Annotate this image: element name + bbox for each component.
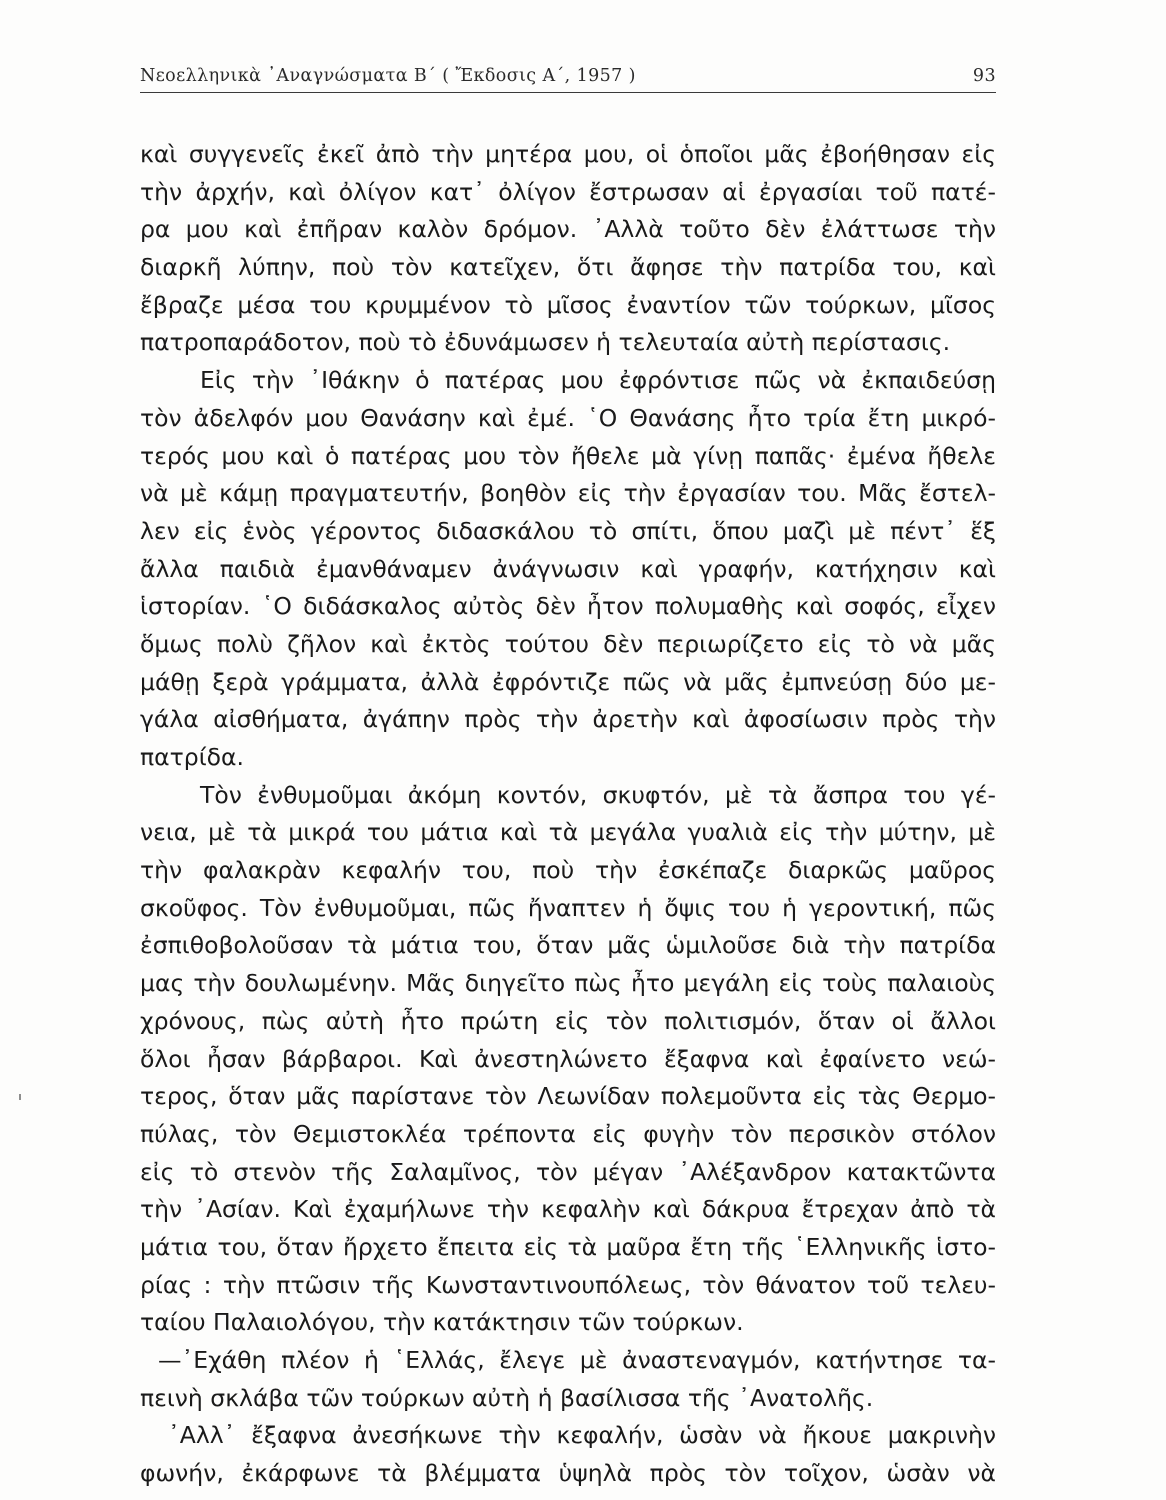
text-line: μάθῃ ξερὰ γράμματα, ἀλλὰ ἐφρόντιζε πῶς νὰ μᾶς ἐμπνεύσῃ δύο με-	[140, 667, 996, 696]
text-line: ταίου Παλαιολόγου, τὴν κατάκτησιν τῶν τούρκων.	[140, 1308, 744, 1337]
text-line: πατρίδα.	[140, 743, 244, 771]
text-line: μάτια του, ὅταν ἤρχετο ἔπειτα εἰς τὰ μαῦρα ἔτη τῆς ῾Ελληνικῆς ἱστο-	[140, 1232, 996, 1261]
text-line: φωνήν, ἐκάρφωνε τὰ βλέμματα ὑψηλὰ πρὸς τὸν τοῖχον, ὡσὰν νὰ	[140, 1459, 996, 1488]
paragraph-first-line: Εἰς τὴν ᾿Ιθάκην ὁ πατέρας μου ἐφρόντισε πῶς νὰ ἐκπαιδεύσῃ	[200, 366, 996, 395]
text-line: ἐσπιθοβολοῦσαν τὰ μάτια του, ὅταν μᾶς ὡμιλοῦσε διὰ τὴν πατρίδα	[140, 931, 996, 960]
text-line: τὴν ᾿Ασίαν. Καὶ ἐχαμήλωνε τὴν κεφαλὴν καὶ δάκρυα ἔτρεχαν ἀπὸ τὰ	[140, 1195, 996, 1224]
text-line: εἰς τὸ στενὸν τῆς Σαλαμῖνος, τὸν μέγαν ᾿Αλέξανδρον κατακτῶντα	[140, 1157, 996, 1186]
text-line: λεν εἰς ἑνὸς γέροντος διδασκάλου τὸ σπίτι, ὅπου μαζὶ μὲ πέντ᾿ ἕξ	[140, 516, 996, 545]
text-line: πύλας, τὸν Θεμιστοκλέα τρέποντα εἰς φυγὴν τὸν περσικὸν στόλον	[140, 1119, 996, 1148]
paragraph-first-line: Τὸν ἐνθυμοῦμαι ἀκόμη κοντόν, σκυφτόν, μὲ τὰ ἄσπρα του γέ-	[200, 780, 996, 809]
page-number: 93	[972, 66, 996, 86]
scan-mark	[19, 1094, 21, 1100]
text-line: τερος, ὅταν μᾶς παρίστανε τὸν Λεωνίδαν πολεμοῦντα εἰς τὰς Θερμο-	[140, 1082, 996, 1111]
text-line: τὸν ἀδελφόν μου Θανάσην καὶ ἐμέ. ῾Ο Θανάσης ἦτο τρία ἔτη μικρό-	[140, 403, 996, 432]
body-text	[140, 136, 996, 1493]
dialogue-line: —᾿Εχάθη πλέον ἡ ῾Ελλάς, ἔλεγε μὲ ἀναστεναγμόν, κατήντησε τα-	[158, 1346, 996, 1374]
text-line: νεια, μὲ τὰ μικρά του μάτια καὶ τὰ μεγάλα γυαλιὰ εἰς τὴν μύτην, μὲ	[140, 818, 996, 847]
text-line: ρα μου καὶ ἐπῆραν καλὸν δρόμον. ᾿Αλλὰ τοῦτο δὲν ἐλάττωσε τὴν	[140, 215, 996, 244]
paragraph-first-line: ᾿Αλλ᾿ ἔξαφνα ἀνεσήκωνε τὴν κεφαλήν, ὡσὰν νὰ ἤκουε μακρινὴν	[168, 1421, 996, 1450]
text-line: ἔβραζε μέσα του κρυμμένον τὸ μῖσος ἐναντίον τῶν τούρκων, μῖσος	[140, 290, 996, 319]
text-line: ὅμως πολὺ ζῆλον καὶ ἐκτὸς τούτου δὲν περιωρίζετο εἰς τὸ νὰ μᾶς	[140, 629, 996, 658]
book-title: Νεοελληνικὰ ᾿Αναγνώσματα Β΄ ( Ἔκδοσις Α΄, 1957 )	[140, 66, 636, 86]
running-head	[140, 58, 996, 93]
text-line: σκοῦφος. Τὸν ἐνθυμοῦμαι, πῶς ἤναπτεν ἡ ὄψις του ἡ γεροντική, πῶς	[140, 893, 996, 922]
text-line: διαρκῆ λύπην, ποὺ τὸν κατεῖχεν, ὅτι ἄφησε τὴν πατρίδα του, καὶ	[140, 253, 996, 282]
text-line: ἄλλα παιδιὰ ἐμανθάναμεν ἀνάγνωσιν καὶ γραφήν, κατήχησιν καὶ	[140, 554, 996, 583]
text-line: τερός μου καὶ ὁ πατέρας μου τὸν ἤθελε μὰ γίνῃ παπᾶς· ἐμένα ἤθελε	[140, 441, 996, 470]
text-line: καὶ συγγενεῖς ἐκεῖ ἀπὸ τὴν μητέρα μου, οἱ ὁποῖοι μᾶς ἐβοήθησαν εἰς	[140, 140, 996, 168]
text-line: νὰ μὲ κάμῃ πραγματευτήν, βοηθὸν εἰς τὴν ἐργασίαν του. Μᾶς ἔστελ-	[140, 479, 996, 508]
text-line: χρόνους, πὼς αὐτὴ ἦτο πρώτη εἰς τὸν πολιτισμόν, ὅταν οἱ ἄλλοι	[140, 1006, 996, 1035]
text-line: ἱστορίαν. ῾Ο διδάσκαλος αὐτὸς δὲν ἦτον πολυμαθὴς καὶ σοφός, εἶχεν	[140, 592, 996, 621]
text-line: πατροπαράδοτον, ποὺ τὸ ἐδυνάμωσεν ἡ τελευταία αὐτὴ περίστασις.	[140, 328, 951, 357]
text-line: ὅλοι ἦσαν βάρβαροι. Καὶ ἀνεστηλώνετο ἔξαφνα καὶ ἐφαίνετο νεώ-	[140, 1044, 996, 1073]
text-line: γάλα αἰσθήματα, ἀγάπην πρὸς τὴν ἀρετὴν καὶ ἀφοσίωσιν πρὸς τὴν	[140, 705, 996, 734]
text-line: τὴν φαλακρὰν κεφαλήν του, ποὺ τὴν ἐσκέπαζε διαρκῶς μαῦρος	[140, 856, 996, 885]
text-line: τὴν ἀρχήν, καὶ ὀλίγον κατ᾿ ὀλίγον ἔστρωσαν αἱ ἐργασίαι τοῦ πατέ-	[140, 177, 996, 206]
text-line: μας τὴν δουλωμένην. Μᾶς διηγεῖτο πὼς ἦτο μεγάλη εἰς τοὺς παλαιοὺς	[140, 969, 996, 998]
text-line: ρίας : τὴν πτῶσιν τῆς Κωνσταντινουπόλεως, τὸν θάνατον τοῦ τελευ-	[140, 1270, 996, 1299]
text-line: πεινὴ σκλάβα τῶν τούρκων αὐτὴ ἡ βασίλισσα τῆς ᾿Ανατολῆς.	[140, 1383, 874, 1412]
